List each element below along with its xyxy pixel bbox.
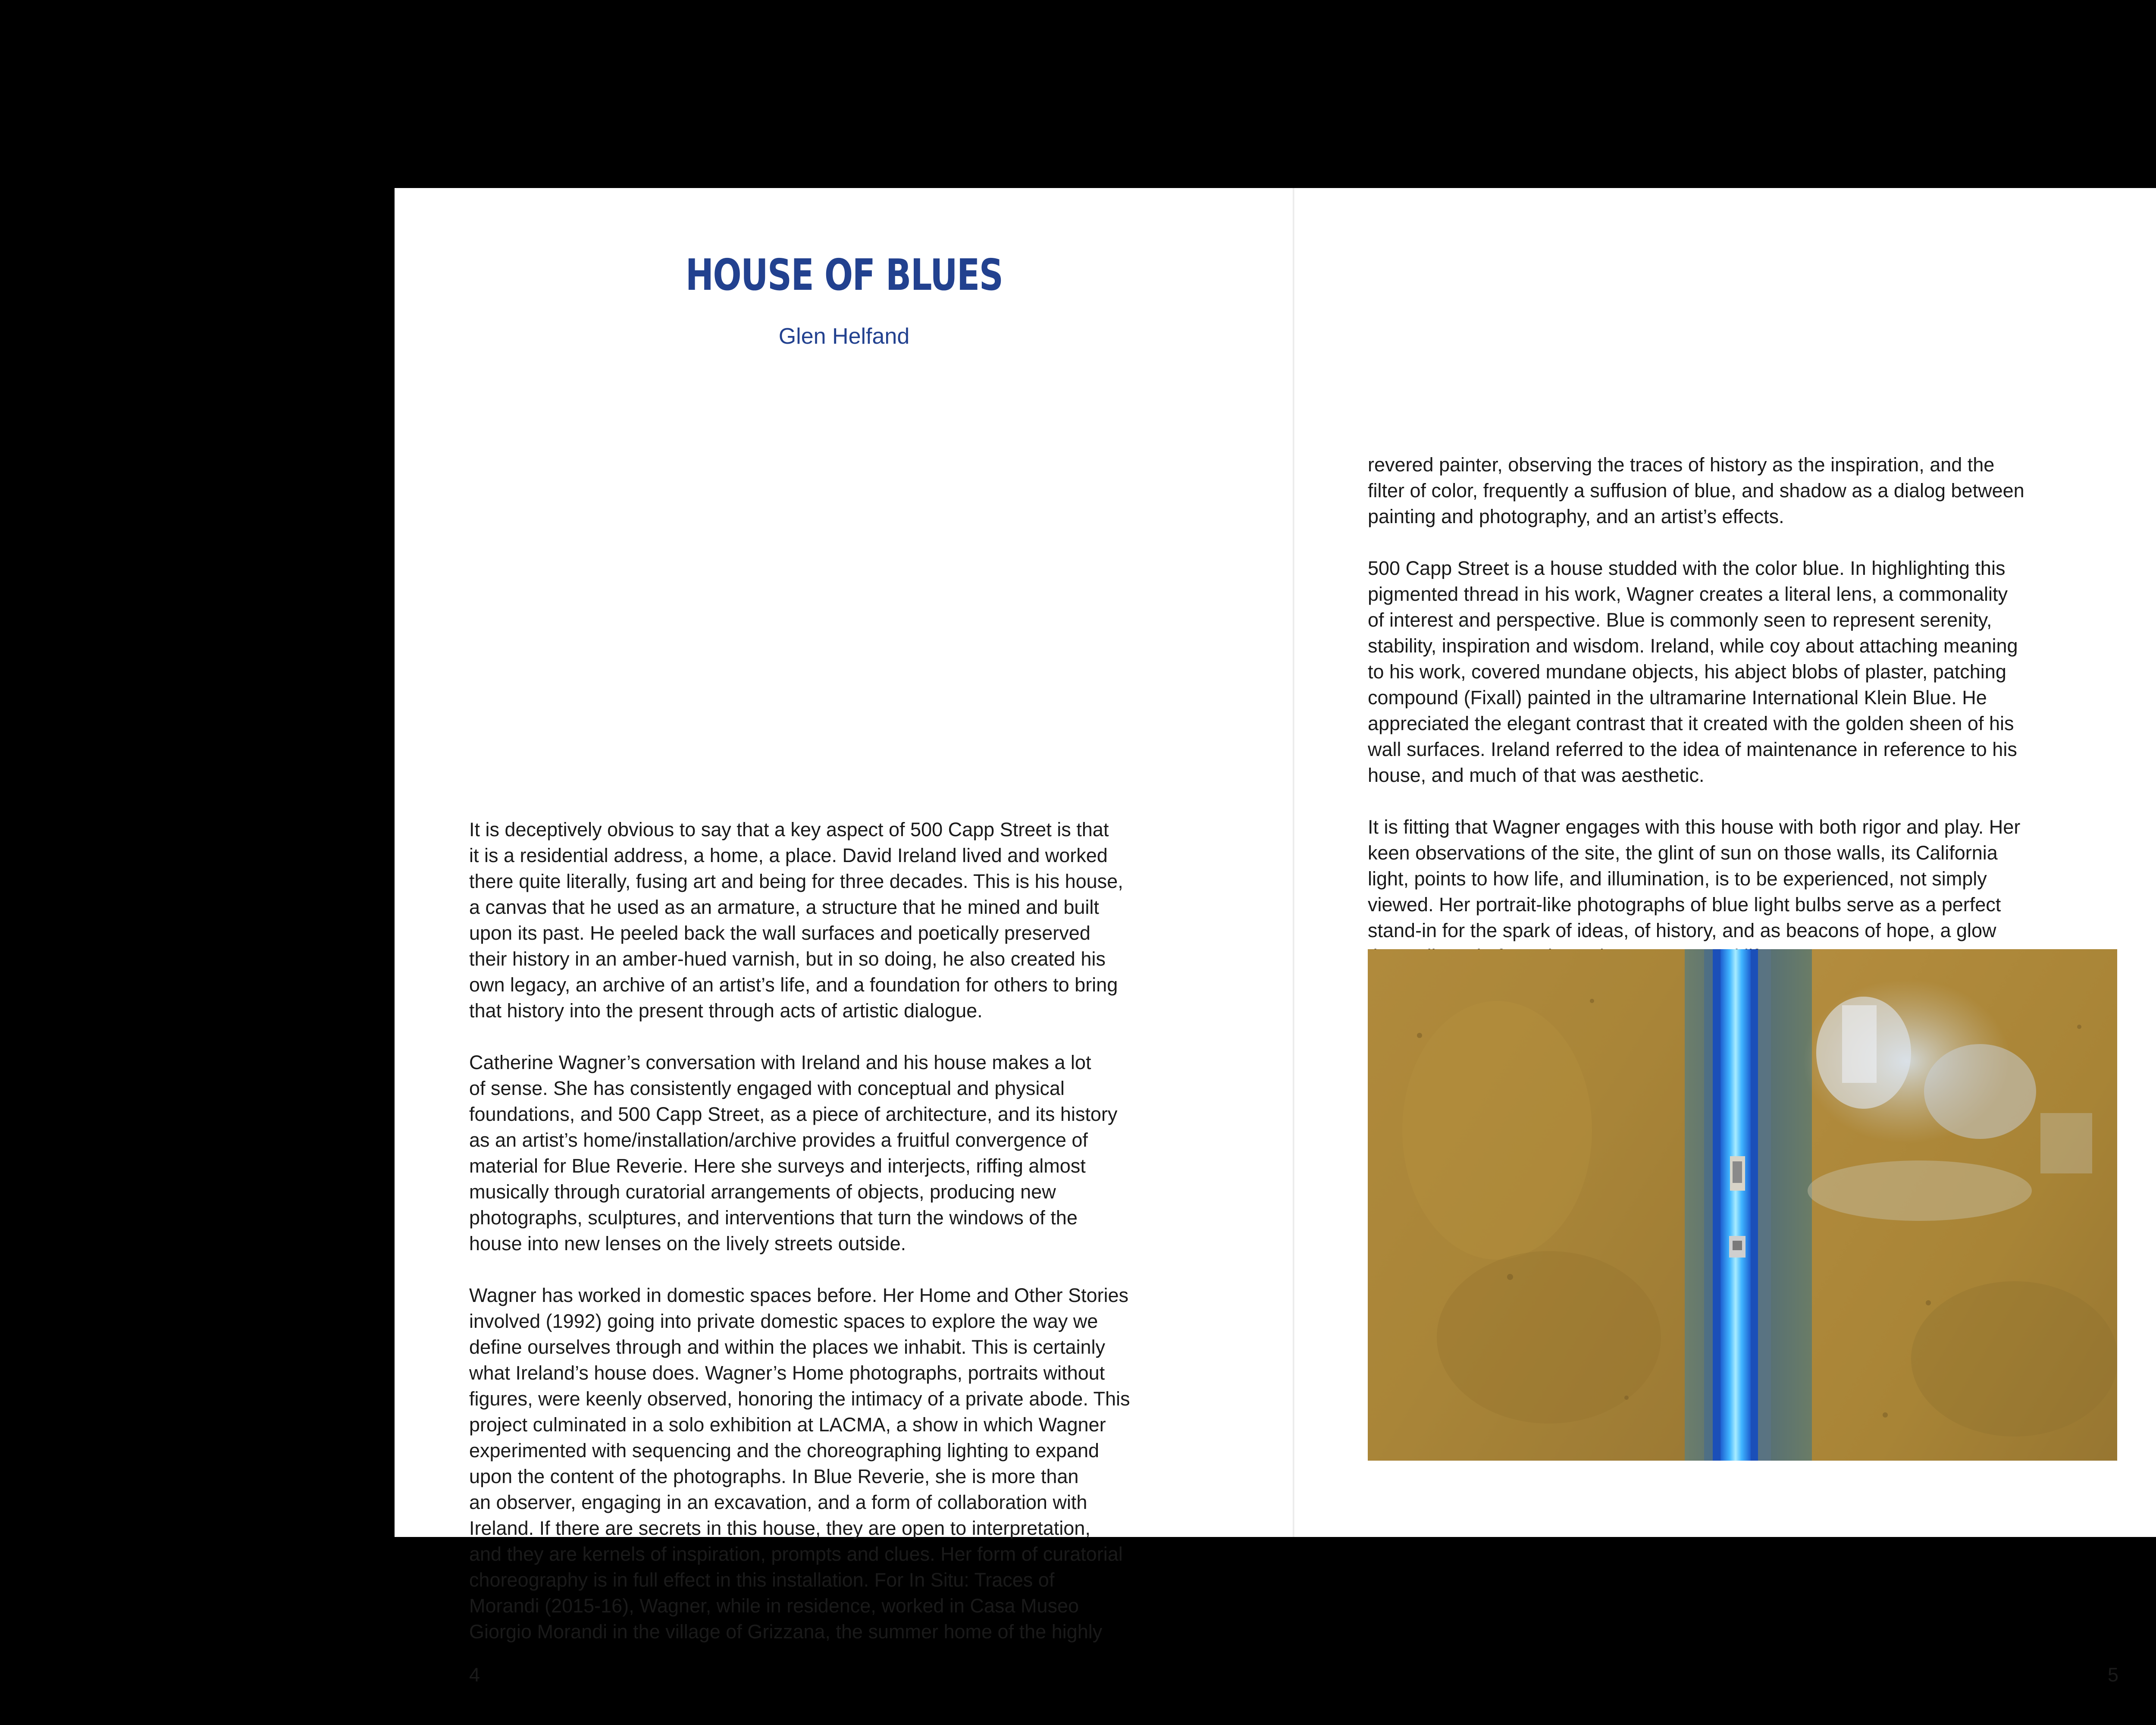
paragraph: It is fitting that Wagner engages with this house with both rigor and play. Her keen observations of the site, the glint of sun on those walls, its California light, points to how life, and illumination, is to be experienced, not simply viewed. Her portrait-like photographs of blue light bulbs serve as a perfect stand-in for the spark of ideas, of history, and as beacons of hope, a glow [1368, 816, 2021, 941]
paragraph: 500 Capp Street is a house studded with the color blue. In highlighting this pigmented thread in his work, Wagner creates a literal lens, a commonality of interest and perspective. Blue is commonly seen to represent serenity, stability, inspiration and wisdom. Ireland, while coy about attaching meaning to his work, covered mundane objects, his abject blobs of plaster, patching compound (Fixall) painted in the ultramarine International Klein Blue. He appreciated the elegant contrast that it created with the golden sheen of his wall surfaces. Ireland referred to the idea of maintenance in reference to his house, and much of that was aesthetic. [1368, 557, 2018, 786]
right-page [1294, 188, 2156, 1686]
left-body-text [469, 817, 1232, 1671]
paragraph: Catherine Wagner’s conversation with Ireland and his house makes a lot of sense. She has consistently engaged with conceptual and physical foundations, and 500 Capp Street, as a piece of architecture, and its history as an artist’s home/installation/archive provides a fruitful convergence of material for Blue Reverie. Here she surveys and interjects, riffing almost musically through curatorial arrangements of objects, producing new photographs, sculptures, and interventions that turn the windows of the house into new lenses on the lively streets outside. [469, 1051, 1118, 1255]
page-title: HOUSE OF BLUES [685, 250, 1003, 300]
paragraph: It is deceptively obvious to say that a key aspect of 500 Capp Street is that it is a residential address, a home, a place. David Ireland lived and worked there quite literally, fusing art and being for three decades. This is his house, a canvas that he used as an armature, a structure that he mined and built upon its past. He peeled back the wall surfaces and poetically preserved their history in an amber-hued varnish, but in so doing, he also created his own legacy, an archive of an artist’s life, and a foundation for others to bring that history into the present through acts of artistic dialogue. [469, 819, 1123, 1022]
page-number: 4 [469, 1664, 480, 1686]
paragraph: revered painter, observing the traces of history as the inspiration, and the filter of color, frequently a suffusion of blue, and shadow as a dialog between painting and photography, and an artist’s effects. [1368, 454, 2024, 527]
left-page [395, 188, 1294, 1686]
photo-blue-light-icon [1368, 949, 2117, 1461]
page-number: 5 [2107, 1664, 2118, 1686]
paragraph: Wagner has worked in domestic spaces before. Her Home and Other Stories involved (1992) going into private domestic spaces to explore the way we define ourselves through and within the places we inhabit. This is certainly what Ireland’s house does. Wagner’s Home photographs, portraits without figures, were keenly observed, honoring the intimacy of a private abode. This project culminated in a solo exhibition at LACMA, a show in which Wagner experimented with sequencing and the choreographing lighting to expand upon the content of the photographs. In Blue Reverie, she is more than an observer, engaging in an excavation, and a form of collaboration with Ireland. If there are secrets in this house, they are open to interpretation, and they are kernels of inspiration, prompts and clues. Her form of curatorial choreography is in full effect in this installation. For In Situ: Traces of Morandi (2015-16), Wagner, while in residence, worked in Casa Museo Giorgio Morandi in the village of Grizzana, the summer home of the highly [469, 1284, 1130, 1643]
book-spread [395, 188, 2156, 1686]
author-byline: Glen Helfand [778, 324, 910, 349]
